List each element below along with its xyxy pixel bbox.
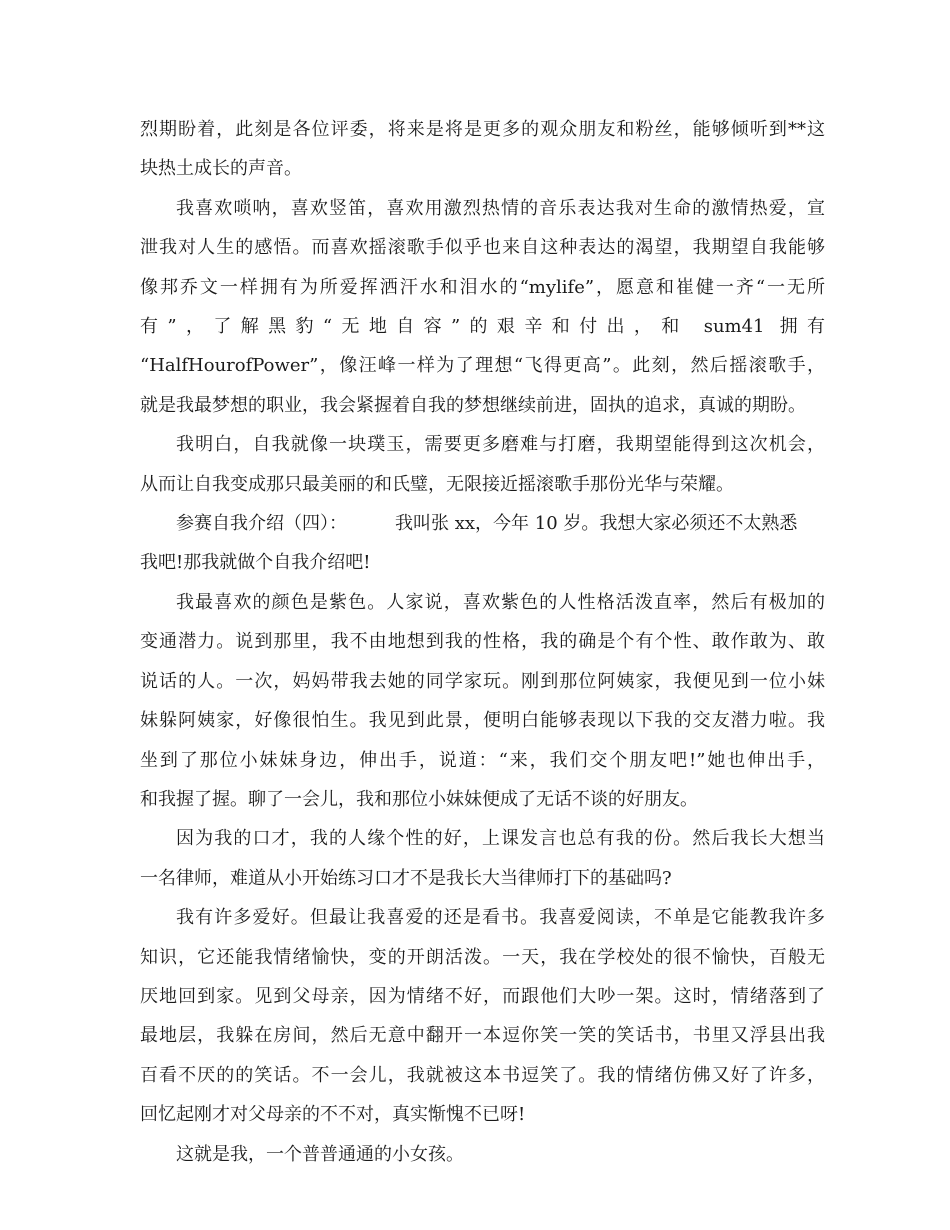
text-line: 妹躲阿姨家，好像很怕生。我见到此景，便明白能够表现以下我的交友潜力啦。我 [140, 710, 825, 732]
text-line: 我喜欢唢呐，喜欢竖笛，喜欢用激烈热情的音乐表达我对生命的激情热爱，宣 [176, 197, 825, 219]
text-line: 坐到了那位小妹妹身边，伸出手，说道：“来，我们交个朋友吧!”她也伸出手， [140, 749, 825, 771]
text-line: 说话的人。一次，妈妈带我去她的同学家玩。刚到那位阿姨家，我便见到一位小妹 [140, 670, 825, 692]
text-line: 泄我对人生的感悟。而喜欢摇滚歌手似乎也来自这种表达的渴望，我期望自我能够 [140, 237, 825, 259]
text-line: 像邦乔文一样拥有为所爱挥洒汗水和泪水的“mylife”，愿意和崔健一齐“一无所 [140, 276, 825, 298]
section-heading: 参赛自我介绍（四）： [176, 513, 347, 535]
text-line: 我最喜欢的颜色是紫色。人家说，喜欢紫色的人性格活泼直率，然后有极加的 [176, 591, 825, 613]
text-line: 最地层，我躲在房间，然后无意中翻开一本逗你笑一笑的笑话书，书里又浮县出我 [140, 1025, 825, 1047]
text-line: 块热土成长的声音。 [140, 158, 302, 180]
paragraph [140, 110, 825, 189]
text-line: 百看不厌的的笑话。不一会儿，我就被这本书逗笑了。我的情绪仿佛又好了许多， [140, 1064, 825, 1086]
text-line: 从而让自我变成那只最美丽的和氏璧，无限接近摇滚歌手那份光华与荣耀。 [140, 473, 734, 495]
document-body [140, 110, 825, 1174]
text-line: 这就是我，一个普普通通的小女孩。 [176, 1143, 464, 1165]
text-line: “HalfHourofPower”，像汪峰一样为了理想“飞得更高”。此刻，然后摇滚歌手， [140, 355, 825, 377]
paragraph [140, 189, 825, 425]
text-line: 烈期盼着，此刻是各位评委，将来是将是更多的观众朋友和粉丝，能够倾听到**这 [140, 119, 825, 140]
text-line: 就是我最梦想的职业，我会紧握着自我的梦想继续前进，固执的追求，真诚的期盼。 [140, 394, 806, 416]
text-line: 一名律师，难道从小开始练习口才不是我长大当律师打下的基础吗? [140, 867, 672, 889]
paragraph [140, 819, 825, 898]
paragraph [140, 583, 825, 819]
text-line: 变通潜力。说到那里，我不由地想到我的性格，我的确是个有个性、敢作敢为、敢 [140, 631, 825, 653]
text-line: 知识，它还能我情绪愉快，变的开朗活泼。一天，我在学校处的很不愉快，百般无 [140, 946, 825, 968]
paragraph [140, 1135, 825, 1174]
text-line: 我有许多爱好。但最让我喜爱的还是看书。我喜爱阅读，不单是它能教我许多 [176, 907, 825, 929]
text-line: 有”，了解黑豹“无地自容”的艰辛和付出，和 sum41 拥有 [140, 316, 825, 338]
heading-line-text: 我叫张 xx，今年 10 岁。我想大家必须还不太熟悉 [395, 513, 798, 535]
text-line: 厌地回到家。见到父母亲，因为情绪不好，而跟他们大吵一架。这时，情绪落到了 [140, 985, 825, 1007]
text-line: 回忆起刚才对父母亲的不不对，真实惭愧不已呀! [140, 1104, 526, 1126]
text-line: 因为我的口才，我的人缘个性的好，上课发言也总有我的份。然后我长大想当 [176, 828, 825, 850]
paragraph [140, 425, 825, 504]
text-line: 我吧!那我就做个自我介绍吧! [140, 552, 371, 574]
text-line: 和我握了握。聊了一会儿，我和那位小妹妹便成了无话不谈的好朋友。 [140, 788, 698, 810]
paragraph [140, 898, 825, 1134]
paragraph [140, 504, 825, 583]
text-line [140, 504, 825, 543]
text-line: 我明白，自我就像一块璞玉，需要更多磨难与打磨，我期望能得到这次机会， [176, 434, 825, 456]
